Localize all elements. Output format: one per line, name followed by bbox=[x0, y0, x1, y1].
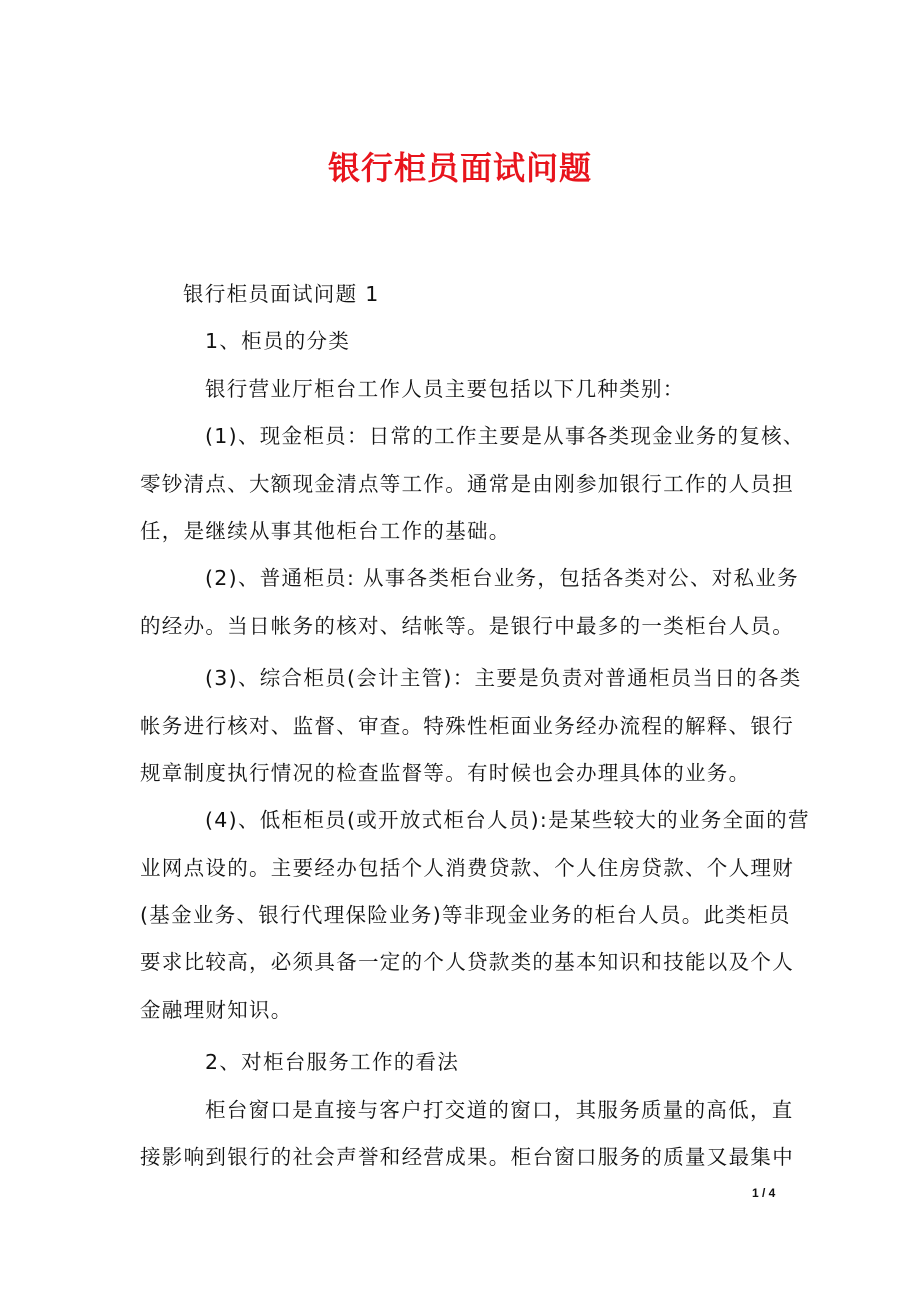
paragraph bbox=[140, 318, 810, 365]
paragraph bbox=[140, 655, 810, 797]
page-number: 1 / 4 bbox=[752, 1186, 776, 1200]
text-line: 柜台窗口是直接与客户打交道的窗口，其服务质量的高低，直 bbox=[205, 1097, 794, 1122]
document-body bbox=[140, 271, 810, 1181]
text-line: 金融理财知识。 bbox=[140, 997, 293, 1022]
document-title: 银行柜员面试问题 bbox=[327, 149, 592, 187]
text-line: (1)、现金柜员：日常的工作主要是从事各类现金业务的复核、 bbox=[205, 424, 805, 449]
text-line: 帐务进行核对、监督、审查。特殊性柜面业务经办流程的解释、银行 bbox=[140, 713, 794, 738]
text-line: (4)、低柜柜员(或开放式柜台人员):是某些较大的业务全面的营 bbox=[205, 808, 810, 833]
text-line: 银行柜员面试问题 1 bbox=[183, 282, 380, 306]
text-line: 的经办。当日帐务的核对、结帐等。是银行中最多的一类柜台人员。 bbox=[140, 613, 794, 638]
text-line: 要求比较高，必须具备一定的个人贷款类的基本知识和技能以及个人 bbox=[140, 950, 794, 975]
text-line: 任，是继续从事其他柜台工作的基础。 bbox=[140, 518, 511, 543]
paragraph bbox=[140, 1039, 810, 1086]
text-line: 业网点设的。主要经办包括个人消费贷款、个人住房贷款、个人理财 bbox=[140, 855, 794, 880]
paragraph bbox=[140, 1087, 810, 1182]
text-line: 规章制度执行情况的检查监督等。有时候也会办理具体的业务。 bbox=[140, 760, 751, 785]
text-line: 银行营业厅柜台工作人员主要包括以下几种类别： bbox=[205, 376, 685, 401]
text-line: 接影响到银行的社会声誉和经营成果。柜台窗口服务的质量又最集中 bbox=[140, 1145, 794, 1170]
paragraph bbox=[140, 366, 810, 413]
paragraph bbox=[140, 555, 810, 650]
paragraph bbox=[140, 413, 810, 555]
text-line: (基金业务、银行代理保险业务)等非现金业务的柜台人员。此类柜员 bbox=[140, 903, 791, 928]
paragraph bbox=[140, 271, 810, 318]
text-line: (3)、综合柜员(会计主管)：主要是负责对普通柜员当日的各类 bbox=[205, 666, 802, 691]
text-line: 2、对柜台服务工作的看法 bbox=[205, 1050, 460, 1075]
text-line: (2)、普通柜员: 从事各类柜台业务，包括各类对公、对私业务 bbox=[205, 566, 799, 591]
text-line: 1、柜员的分类 bbox=[205, 329, 351, 354]
text-line: 零钞清点、大额现金清点等工作。通常是由刚参加银行工作的人员担 bbox=[140, 471, 794, 496]
paragraph bbox=[140, 797, 810, 1034]
